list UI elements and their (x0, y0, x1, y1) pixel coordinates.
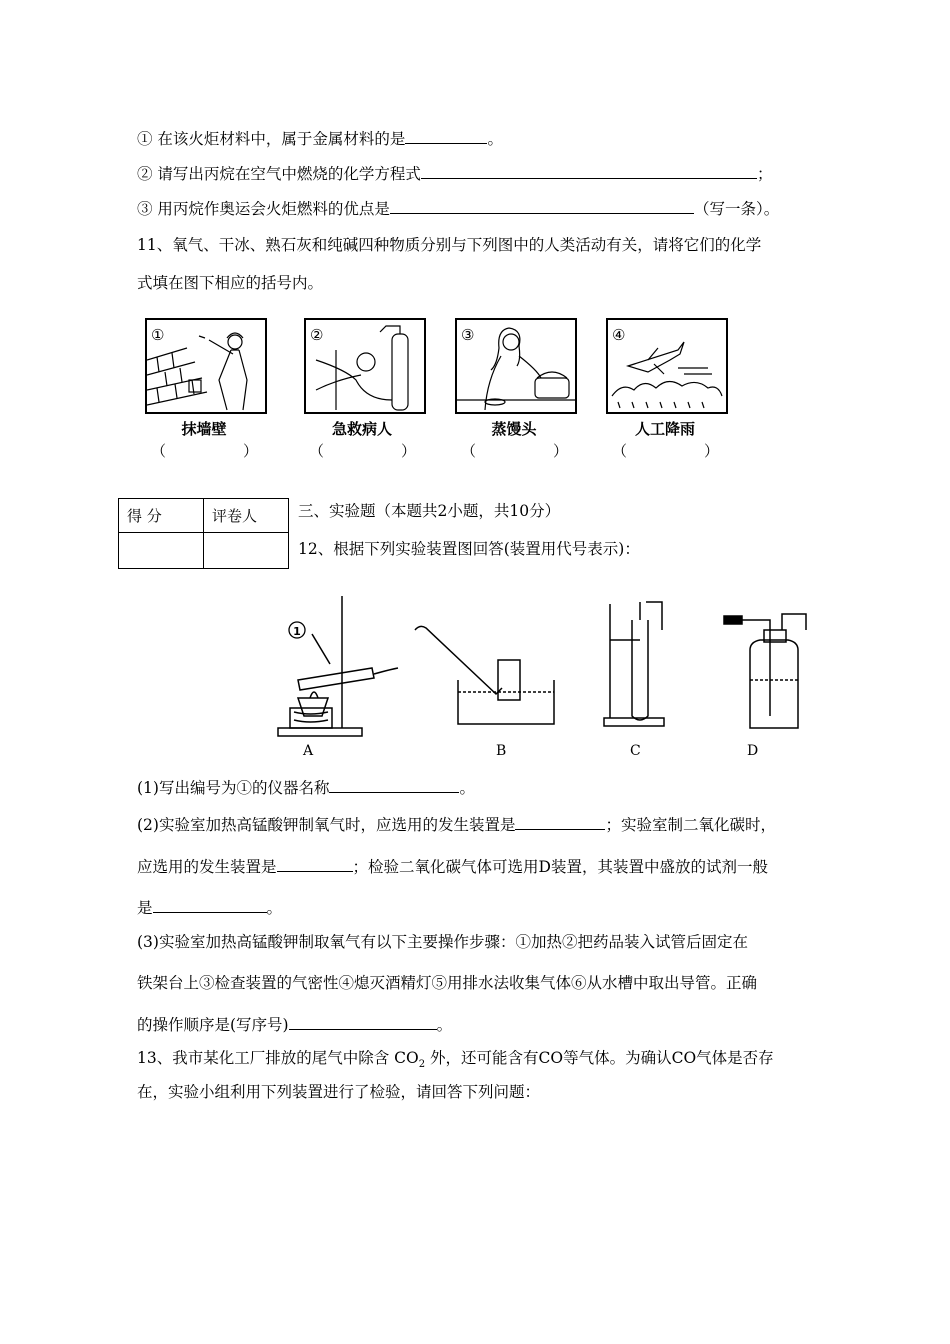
apparatus-label-b: B (496, 743, 507, 759)
water-trough (458, 680, 554, 724)
q10-item2-text: ② 请写出丙烷在空气中燃烧的化学方程式 (137, 165, 421, 183)
q10-item3-text: ③ 用丙烷作奥运会火炬燃料的优点是 (137, 200, 390, 218)
q12-p2-line1 (137, 813, 776, 836)
q11-line2: 式填在图下相应的括号内。 (137, 274, 324, 292)
answer-blank[interactable] (515, 813, 605, 830)
q12-p2-line3 (137, 896, 282, 919)
q12-p2-text: (2)实验室加热高锰酸钾制氧气时，应选用的发生装置是 (137, 816, 516, 834)
q12-p2-line2-cont: ；检验二氧化碳气体可选用D装置，其装置中盛放的试剂一般 (352, 858, 768, 876)
panel-number: ① (151, 326, 165, 344)
q10-item1-end: 。 (487, 130, 503, 148)
q12-p1 (137, 776, 475, 799)
apparatus-label-a: A (303, 743, 314, 759)
emergency-oxygen-illustration (306, 320, 424, 412)
panel-emergency (304, 318, 426, 414)
q12-p2-line3-text: 是 (137, 899, 153, 917)
q12-p2-text-cont: ；实验室制二氧化碳时， (605, 816, 776, 834)
q12-p2-line2 (137, 855, 768, 878)
answer-blank[interactable] (153, 896, 267, 913)
reaction-tube (632, 620, 648, 720)
marker-number: 1 (293, 625, 301, 638)
section-title: 三、实验题（本题共2小题，共10分） (298, 502, 561, 520)
grader-header: 评卷人 (204, 499, 289, 533)
q13-line1 (137, 1047, 774, 1076)
paren-open: （ (151, 442, 167, 460)
grader-cell[interactable] (204, 533, 289, 569)
q13-line1-cont: 外，还可能含有CO等气体。为确认CO气体是否存 (425, 1049, 774, 1067)
panel-artificial-rain (606, 318, 728, 414)
panel-number: ② (310, 326, 324, 344)
panel-caption: 人工降雨 (634, 420, 695, 438)
paren-open: （ (612, 442, 628, 460)
q12-p1-end: 。 (459, 779, 475, 797)
test-tube (298, 668, 374, 690)
q12-p3-line3-text: 的操作顺序是(写序号) (137, 1016, 289, 1034)
artificial-rain-illustration (608, 320, 726, 412)
paren-close: ） (553, 442, 569, 460)
wall-plastering-illustration (147, 320, 265, 412)
q10-item3-end: （写一条）。 (693, 200, 780, 218)
q13-line2: 在，实验小组利用下列装置进行了检验，请回答下列问题： (137, 1083, 541, 1101)
q12-p3-line2: 铁架台上③检查装置的气密性④熄灭酒精灯⑤用排水法收集气体⑥从水槽中取出导管。正确 (137, 974, 758, 992)
panel-steam-buns (455, 318, 577, 414)
q12-p3-line1: (3)实验室加热高锰酸钾制取氧气有以下主要操作步骤：①加热②把药品装入试管后固定在 (137, 933, 748, 951)
apparatus-label-c: C (630, 743, 641, 759)
wood-block (290, 708, 332, 728)
panel-number: ④ (612, 326, 626, 344)
panel-number: ③ (461, 326, 475, 344)
steaming-buns-illustration (457, 320, 575, 412)
score-table (118, 498, 289, 569)
collecting-bottle (498, 660, 520, 700)
answer-blank[interactable] (277, 855, 353, 872)
paren-open: （ (461, 442, 477, 460)
panel-caption: 抹墙壁 (181, 420, 227, 438)
panel-plaster-wall (145, 318, 267, 414)
paren-open: （ (309, 442, 325, 460)
q10-item1-text: ① 在该火炬材料中，属于金属材料的是 (137, 130, 406, 148)
q12-intro: 12、根据下列实验装置图回答(装置用代号表示)： (298, 540, 640, 558)
answer-blank[interactable] (405, 127, 487, 144)
q12-p2-line2-text: 应选用的发生装置是 (137, 858, 277, 876)
apparatus-label-d: D (747, 743, 759, 759)
q12-p3-line3 (137, 1013, 452, 1036)
q10-item3 (137, 197, 779, 220)
answer-blank[interactable] (289, 1013, 437, 1030)
stand-base (278, 728, 362, 736)
score-cell[interactable] (119, 533, 204, 569)
q13-subscript: 2 (418, 1059, 426, 1071)
panel-caption: 蒸馒头 (491, 420, 537, 438)
paren-close: ） (704, 442, 720, 460)
answer-blank[interactable] (421, 162, 757, 179)
q13-line1-text: 13、我市某化工厂排放的尾气中除含 CO (137, 1049, 419, 1067)
q10-item2 (137, 162, 772, 185)
gas-washing-bottle (750, 640, 798, 728)
q10-item2-end: ； (756, 165, 773, 183)
answer-blank[interactable] (390, 197, 694, 214)
answer-blank[interactable] (329, 776, 459, 793)
panel-caption: 急救病人 (331, 420, 392, 438)
paren-close: ） (243, 442, 259, 460)
q12-p1-text: (1)写出编号为①的仪器名称 (137, 779, 330, 797)
q10-item1 (137, 127, 503, 150)
q11-line1: 11、氧气、干冰、熟石灰和纯碱四种物质分别与下列图中的人类活动有关，请将它们的化学 (137, 236, 762, 254)
q12-p2-line3-end: 。 (266, 899, 283, 917)
q12-p3-line3-end: 。 (436, 1016, 453, 1034)
score-header: 得 分 (119, 499, 204, 533)
apparatus-figure (270, 590, 810, 740)
paren-close: ） (401, 442, 417, 460)
